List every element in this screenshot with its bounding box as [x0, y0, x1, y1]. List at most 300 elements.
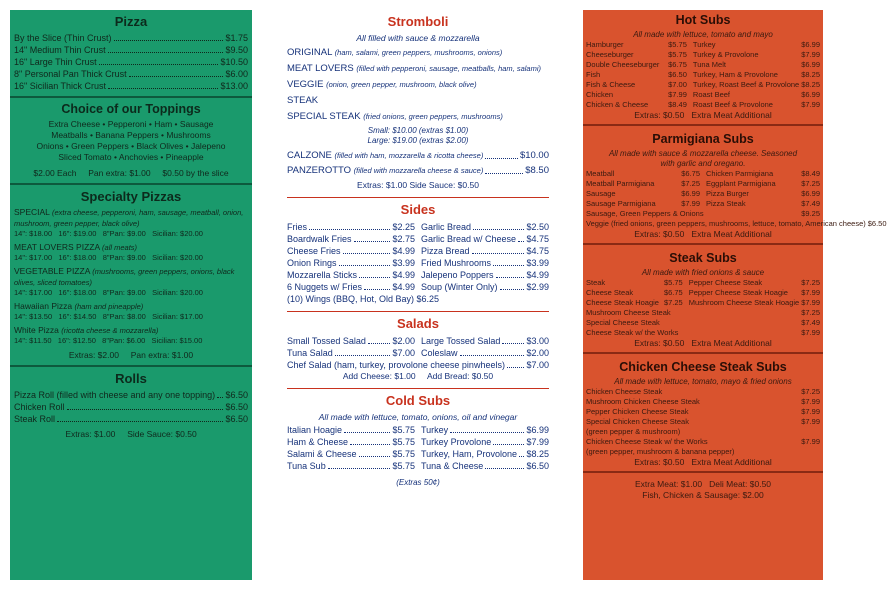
- menu-item-price: $6.99: [526, 425, 549, 435]
- hot-subs-subtitle: All made with lettuce, tomato and mayo: [633, 30, 773, 39]
- menu-item-row: [14, 44, 248, 56]
- menu-item-row: [693, 60, 820, 70]
- dot-leader: [343, 245, 391, 254]
- menu-item-row: [706, 199, 820, 209]
- menu-item-name: Large Tossed Salad: [421, 336, 501, 346]
- menu-item-price: $5.75: [392, 461, 415, 471]
- specialty-name: MEAT LOVERS PIZZA: [14, 242, 100, 252]
- menu-item-row: [706, 189, 820, 199]
- menu-item-row: [421, 269, 549, 281]
- menu-item-row: [586, 397, 820, 407]
- menu-item-row: [287, 281, 415, 293]
- menu-item-price: $5.75: [392, 449, 415, 459]
- specialty-item: [14, 301, 248, 322]
- menu-item-row: [586, 328, 820, 338]
- menu-item-row: [693, 100, 820, 110]
- stromboli-desc: (onion, green pepper, mushroom, black olive): [326, 80, 477, 89]
- stromboli-title: Stromboli: [387, 14, 449, 29]
- steak-subs-wide: [586, 308, 820, 338]
- menu-item-row: [287, 347, 415, 359]
- parm-subs-grid: [586, 169, 820, 209]
- dot-leader: [460, 347, 525, 356]
- menu-item-name: Veggie (fried onions, green peppers, mushrooms, lettuce, tomato, American cheese): [586, 219, 866, 228]
- menu-item-row: [14, 80, 248, 92]
- specialty-prices: 14": $18.00 16": $19.00 8"Pan: $9.00 Sicilian: $20.00: [14, 229, 203, 238]
- stromboli-item: [287, 78, 549, 91]
- menu-item-price: $5.75: [668, 50, 687, 59]
- toppings-line: Meatballs • Banana Peppers • Mushrooms: [51, 130, 211, 140]
- menu-item-price: $5.75: [392, 437, 415, 447]
- menu-item-name: Turkey, Roast Beef & Provolone: [692, 80, 800, 89]
- specialty-name: White Pizza: [14, 325, 59, 335]
- menu-item-name: Sausage Parmigiana: [586, 199, 656, 208]
- parm-subs-extras: Extras: $0.50 Extra Meat Additional: [634, 229, 772, 239]
- menu-item-row: [287, 448, 415, 460]
- dot-leader: [350, 436, 390, 445]
- dot-leader: [129, 68, 224, 77]
- specialty-desc: (all meats): [102, 243, 138, 252]
- parm-subs-subtitle: All made with sauce & mozzarella cheese. Seasoned with garlic and oregano.: [608, 149, 798, 168]
- menu-item-name: Cheeseburger: [586, 50, 634, 59]
- hot-subs-right: [693, 40, 820, 110]
- menu-item-price: $6.99: [801, 60, 820, 69]
- steak-subs-title: Steak Subs: [669, 251, 737, 265]
- menu-item-row: [586, 70, 687, 80]
- menu-item-row: [689, 298, 820, 308]
- menu-item-price: $2.00: [392, 336, 415, 346]
- menu-item-name: Garlic Bread: [421, 222, 472, 232]
- cold-subs-left: [287, 424, 415, 472]
- menu-item-name: Tuna Salad: [287, 348, 333, 358]
- hot-subs-grid: [586, 40, 820, 110]
- specialty-prices: 14": $17.00 16": $18.00 8"Pan: $9.00 Sicilian: $20.00: [14, 288, 203, 297]
- stromboli-item: [287, 46, 549, 59]
- menu-item-row: [586, 447, 820, 457]
- dot-leader: [335, 347, 391, 356]
- menu-item-name: (green pepper, mushroom & banana pepper): [586, 447, 735, 456]
- dot-leader: [502, 335, 524, 344]
- sides-right: [421, 221, 549, 293]
- menu-item-name: Roast Beef & Provolone: [692, 100, 773, 109]
- menu-item-name: Roast Beef: [692, 90, 731, 99]
- menu-item-row: [586, 437, 820, 447]
- wings-text: (10) Wings (BBQ, Hot, Old Bay) $6.25: [287, 294, 440, 304]
- dot-leader: [99, 56, 219, 65]
- menu-item-row: [586, 308, 820, 318]
- menu-item-name: Mushroom Chicken Cheese Steak: [586, 397, 700, 406]
- menu-item-name: Turkey Provolone: [421, 437, 492, 447]
- menu-item-name: Pepper Cheese Steak: [688, 278, 763, 287]
- menu-item-row: [287, 257, 415, 269]
- menu-item-row: [586, 169, 700, 179]
- menu-item-price: $13.00: [220, 81, 248, 91]
- stromboli-name: VEGGIE: [287, 79, 324, 90]
- specialty-item: [14, 242, 248, 263]
- menu-item-name: Pizza Roll (filled with cheese and any one topping): [14, 390, 216, 400]
- menu-item-name: Sausage, Green Peppers & Onions: [586, 209, 704, 218]
- menu-item-row: [14, 413, 248, 425]
- steak-subs-extras: Extras: $0.50 Extra Meat Additional: [634, 338, 772, 348]
- dot-leader: [359, 448, 391, 457]
- stromboli-large: Large: $19.00 (extras $2.00): [367, 136, 469, 145]
- menu-item-price: $7.49: [801, 318, 820, 327]
- menu-item-name: Sausage: [586, 189, 616, 198]
- rolls-list: [14, 389, 248, 425]
- menu-item-row: [287, 221, 415, 233]
- dot-leader: [519, 448, 524, 457]
- menu-item-price: $2.50: [526, 222, 549, 232]
- dot-leader: [493, 257, 524, 266]
- rolls-title: Rolls: [115, 371, 147, 386]
- menu-item-row: [586, 288, 683, 298]
- menu-item-name: Cheese Steak: [586, 288, 634, 297]
- specialty-name: VEGETABLE PIZZA: [14, 266, 90, 276]
- menu-item-price: $8.25: [801, 80, 820, 89]
- menu-item-row: [586, 40, 687, 50]
- menu-item-row: [586, 417, 820, 427]
- menu-item-name: Mushroom Cheese Steak Hoagie: [688, 298, 800, 307]
- menu-item-name: 16" Sicilian Thick Crust: [14, 81, 107, 91]
- calzone-desc: (filled with ham, mozzarella & ricotta cheese): [334, 151, 484, 160]
- menu-item-price: $6.50: [867, 219, 887, 228]
- menu-item-name: Tuna Melt: [692, 60, 726, 69]
- toppings-line: Onions • Green Peppers • Black Olives • Jalepeno: [36, 141, 226, 151]
- chef-salad-name: Chef Salad (ham, turkey, provolone cheese pinwheels): [287, 360, 505, 370]
- stromboli-name: SPECIAL STEAK: [287, 111, 361, 122]
- panzerotto-price: $8.50: [525, 165, 549, 176]
- menu-item-price: $2.99: [526, 282, 549, 292]
- menu-item-name: Coleslaw: [421, 348, 458, 358]
- menu-item-row: [706, 179, 820, 189]
- menu-item-price: $7.00: [392, 348, 415, 358]
- menu-item-name: Chicken Cheese Steak: [586, 387, 663, 396]
- menu-item-price: $7.99: [801, 328, 820, 337]
- menu-item-name: Pizza Bread: [421, 246, 470, 256]
- menu-item-row: [693, 80, 820, 90]
- parm-subs-section: [583, 126, 887, 245]
- dot-leader: [309, 221, 390, 230]
- menu-item-name: Special Cheese Steak: [586, 318, 660, 327]
- menu-item-name: By the Slice (Thin Crust): [14, 33, 112, 43]
- menu-item-row: [693, 70, 820, 80]
- menu-item-name: 16" Large Thin Crust: [14, 57, 97, 67]
- dot-leader: [57, 413, 223, 422]
- pizza-list: [14, 32, 248, 92]
- menu-item-row: [689, 278, 820, 288]
- menu-item-row: [693, 50, 820, 60]
- menu-item-row: [421, 221, 549, 233]
- menu-item-price: $6.99: [801, 90, 820, 99]
- menu-item-price: $6.50: [225, 414, 248, 424]
- menu-item-row: [421, 448, 549, 460]
- menu-item-price: $5.75: [668, 40, 687, 49]
- specialty-name: Hawaiian Pizza: [14, 301, 73, 311]
- toppings-line: Extra Cheese • Pepperoni • Ham • Sausage: [48, 119, 214, 129]
- menu-item-price: $9.50: [225, 45, 248, 55]
- menu-item-row: [586, 199, 700, 209]
- parm-subs-title: Parmigiana Subs: [652, 132, 754, 146]
- menu-item-price: $5.75: [663, 278, 683, 287]
- menu-item-price: $7.25: [801, 387, 820, 396]
- menu-item-name: Pepper Cheese Steak Hoagie: [688, 288, 788, 297]
- specialty-item: [14, 207, 248, 239]
- menu-item-name: Cheese Steak Hoagie: [586, 298, 659, 307]
- menu-item-name: Salami & Cheese: [287, 449, 357, 459]
- menu-item-name: 6 Nuggets w/ Fries: [287, 282, 363, 292]
- menu-item-row: [287, 460, 415, 472]
- stromboli-subtitle: All filled with sauce & mozzarella: [356, 33, 480, 43]
- dot-leader: [344, 424, 390, 433]
- dot-leader: [67, 401, 224, 410]
- chef-salad: [287, 359, 549, 371]
- menu-item-price: $3.00: [526, 336, 549, 346]
- footer-section: [583, 473, 823, 504]
- menu-item-price: $4.99: [392, 270, 415, 280]
- dot-leader: [114, 32, 224, 41]
- menu-item-row: [287, 424, 415, 436]
- dot-leader: [450, 424, 524, 433]
- dot-leader: [354, 233, 391, 242]
- menu-item-row: [287, 233, 415, 245]
- menu-item-name: Turkey, Ham & Provolone: [692, 70, 778, 79]
- specialty-prices: 14": $11.50 16": $12.50 8"Pan: $6.00 Sicilian: $15.00: [14, 336, 203, 345]
- menu-item-row: [421, 257, 549, 269]
- menu-item-name: Hamburger: [586, 40, 624, 49]
- menu-item-name: Steak Roll: [14, 414, 56, 424]
- menu-item-row: [706, 169, 820, 179]
- specialty-item: [14, 266, 248, 298]
- steak-subs-right: [689, 278, 820, 308]
- menu-item-price: $7.25: [663, 298, 683, 307]
- menu-item-price: $7.99: [801, 100, 820, 109]
- menu-item-name: Chicken Cheese Steak w/ the Works: [586, 437, 708, 446]
- menu-item-price: $4.99: [392, 282, 415, 292]
- hot-subs-title: Hot Subs: [675, 13, 731, 27]
- menu-item-row: [14, 32, 248, 44]
- calzone-name: CALZONE: [287, 150, 332, 161]
- menu-item-name: Meatball: [586, 169, 615, 178]
- menu-item-name: Small Tossed Salad: [287, 336, 366, 346]
- steak-subs-subtitle: All made with fried onions & sauce: [641, 268, 765, 277]
- menu-item-price: $8.49: [668, 100, 687, 109]
- menu-item-name: Steak: [586, 278, 606, 287]
- dot-leader: [518, 233, 524, 242]
- specialty-name: SPECIAL: [14, 207, 50, 217]
- stromboli-item: [287, 62, 549, 75]
- chicken-subs-subtitle: All made with lettuce, tomato, mayo & fried onions: [614, 377, 792, 386]
- pizza-section: [10, 10, 252, 98]
- menu-item-price: $6.99: [801, 189, 820, 198]
- cold-subs-subtitle: All made with lettuce, tomato, onions, oil and vinegar: [318, 412, 518, 422]
- menu-item-price: $5.75: [392, 425, 415, 435]
- calzone-item: [287, 150, 549, 162]
- menu-item-row: [586, 189, 700, 199]
- menu-item-row: [421, 424, 549, 436]
- rolls-section: [10, 367, 252, 444]
- dot-leader: [368, 335, 391, 344]
- specialty-prices: 14": $17.00 16": $18.00 8"Pan: $9.00 Sicilian: $20.00: [14, 253, 203, 262]
- stromboli-item: [287, 110, 549, 123]
- sides-grid: [287, 221, 549, 293]
- toppings-title: Choice of our Toppings: [61, 102, 201, 116]
- middle-panel: [287, 10, 549, 580]
- menu-item-name: Italian Hoagie: [287, 425, 343, 435]
- menu-item-price: $6.50: [225, 402, 248, 412]
- specialty-desc: (ham and pineapple): [74, 302, 144, 311]
- menu-item-price: $7.99: [801, 417, 820, 426]
- cold-subs-footer: (Extras 50¢): [396, 478, 440, 487]
- hot-subs-section: [583, 10, 823, 126]
- salads-extras: Add Cheese: $1.00 Add Bread: $0.50: [342, 371, 494, 381]
- specialty-extras: Extras: $2.00 Pan extra: $1.00: [68, 350, 194, 360]
- menu-item-price: $7.25: [681, 179, 700, 188]
- menu-item-price: $8.25: [526, 449, 549, 459]
- menu-item-price: $7.99: [681, 199, 700, 208]
- menu-item-price: $4.75: [526, 234, 549, 244]
- menu-item-price: $7.99: [526, 437, 549, 447]
- menu-item-name: Tuna Sub: [287, 461, 326, 471]
- menu-item-name: Turkey: [421, 425, 449, 435]
- menu-item-name: Chicken: [586, 90, 614, 99]
- menu-item-row: [421, 460, 549, 472]
- dot-leader: [339, 257, 391, 266]
- menu-item-row: [586, 318, 820, 328]
- stromboli-desc: (fried onions, green peppers, mushrooms): [363, 112, 503, 121]
- chicken-subs-list: [586, 387, 820, 457]
- pizza-title: Pizza: [114, 14, 148, 29]
- menu-item-price: $6.75: [681, 169, 700, 178]
- panzerotto-desc: (filled with mozzarella cheese & sauce): [353, 166, 484, 175]
- menu-item-price: $1.75: [225, 33, 248, 43]
- menu-item-name: Chicken Parmigiana: [706, 169, 774, 178]
- menu-item-row: [586, 219, 887, 229]
- menu-item-price: $7.25: [801, 308, 820, 317]
- specialty-section: [10, 185, 252, 367]
- menu-item-row: [287, 269, 415, 281]
- menu-item-row: [586, 179, 700, 189]
- menu-item-name: Fish & Cheese: [586, 80, 636, 89]
- footer-line1: Extra Meat: $1.00 Deli Meat: $0.50: [634, 479, 772, 489]
- menu-item-name: Double Cheeseburger: [586, 60, 660, 69]
- menu-item-name: Tuna & Cheese: [421, 461, 484, 471]
- menu-item-price: $7.99: [801, 407, 820, 416]
- menu-item-price: $7.00: [668, 80, 687, 89]
- menu-item-price: $6.99: [801, 40, 820, 49]
- menu-item-row: [287, 436, 415, 448]
- menu-item-name: Fries: [287, 222, 307, 232]
- menu-item-row: [14, 68, 248, 80]
- menu-item-price: $4.99: [392, 246, 415, 256]
- chicken-subs-extras: Extras: $0.50 Extra Meat Additional: [634, 457, 772, 467]
- menu-item-row: [287, 245, 415, 257]
- chicken-subs-title: Chicken Cheese Steak Subs: [619, 360, 787, 374]
- menu-item-row: [586, 278, 683, 288]
- menu-item-price: $3.99: [392, 258, 415, 268]
- toppings-line: Sliced Tomato • Anchovies • Pineapple: [58, 152, 204, 162]
- dot-leader: [496, 269, 525, 278]
- steak-subs-section: [583, 245, 823, 354]
- menu-item-name: Garlic Bread w/ Cheese: [421, 234, 517, 244]
- menu-item-name: 14" Medium Thin Crust: [14, 45, 106, 55]
- cold-subs-grid: [287, 424, 549, 472]
- menu-item-name: Pizza Steak: [706, 199, 746, 208]
- cold-subs-title: Cold Subs: [385, 393, 451, 408]
- menu-item-row: [421, 335, 549, 347]
- menu-item-name: Fried Mushrooms: [421, 258, 492, 268]
- parm-subs-right: [706, 169, 820, 209]
- menu-item-price: $2.75: [392, 234, 415, 244]
- menu-item-row: [14, 389, 248, 401]
- dot-leader: [217, 389, 223, 398]
- menu-item-name: Meatball Parmigiana: [586, 179, 655, 188]
- menu-item-row: [693, 90, 820, 100]
- menu-item-row: [586, 387, 820, 397]
- specialty-list: [14, 207, 248, 346]
- left-panel: [10, 10, 252, 580]
- dot-leader: [364, 281, 390, 290]
- menu-item-price: $6.50: [526, 461, 549, 471]
- menu-item-row: [586, 100, 687, 110]
- salads-left: [287, 335, 415, 359]
- specialty-desc: (ricotta cheese & mozzarella): [61, 326, 159, 335]
- stromboli-desc: (filled with pepperoni, sausage, meatballs, ham, salami): [356, 64, 542, 73]
- dot-leader: [473, 221, 524, 230]
- menu-item-price: $7.99: [801, 298, 820, 307]
- menu-item-price: $6.00: [225, 69, 248, 79]
- stromboli-list: [287, 46, 549, 123]
- menu-item-name: Cheese Steak w/ the Works: [586, 328, 679, 337]
- menu-item-row: [586, 427, 820, 437]
- hot-subs-left: [586, 40, 687, 110]
- menu-item-price: $6.50: [668, 70, 687, 79]
- steak-subs-grid: [586, 278, 820, 308]
- salads-grid: [287, 335, 549, 359]
- sides-title: Sides: [400, 202, 436, 217]
- footer-line2: Fish, Chicken & Sausage: $2.00: [642, 490, 764, 500]
- menu-item-name: Chicken & Cheese: [586, 100, 649, 109]
- sides-left: [287, 221, 415, 293]
- menu-item-name: Turkey, Ham, Provolone: [421, 449, 518, 459]
- menu-item-name: Pizza Burger: [706, 189, 749, 198]
- menu-item-row: [287, 335, 415, 347]
- menu-item-name: Turkey: [692, 40, 716, 49]
- menu-item-name: Onion Rings: [287, 258, 337, 268]
- menu-item-price: $6.99: [681, 189, 700, 198]
- menu-item-row: [421, 233, 549, 245]
- stromboli-name: MEAT LOVERS: [287, 63, 354, 74]
- calzone-price: $10.00: [519, 150, 549, 161]
- specialty-prices: 14": $13.50 16": $14.50 8"Pan: $8.00 Sicilian: $17.00: [14, 312, 203, 321]
- toppings-prices: $2.00 Each Pan extra: $1.00 $0.50 by the slice: [33, 168, 229, 178]
- menu-item-row: [586, 90, 687, 100]
- dot-leader: [108, 80, 218, 89]
- menu-item-price: $10.50: [220, 57, 248, 67]
- menu-item-name: Cheese Fries: [287, 246, 341, 256]
- stromboli-name: ORIGINAL: [287, 47, 333, 58]
- stromboli-extras: Extras: $1.00 Side Sauce: $0.50: [357, 180, 479, 190]
- menu-item-row: [586, 298, 683, 308]
- menu-item-row: [421, 245, 549, 257]
- dot-leader: [500, 281, 525, 290]
- rolls-extras: Extras: $1.00 Side Sauce: $0.50: [65, 429, 197, 439]
- menu-item-price: $7.25: [801, 179, 820, 188]
- menu-item-price: $3.99: [526, 258, 549, 268]
- menu-item-name: Mushroom Cheese Steak: [586, 308, 671, 317]
- stromboli-name: STEAK: [287, 95, 319, 106]
- menu-item-row: [586, 209, 820, 219]
- cold-subs-right: [421, 424, 549, 472]
- menu-item-price: $8.49: [801, 169, 820, 178]
